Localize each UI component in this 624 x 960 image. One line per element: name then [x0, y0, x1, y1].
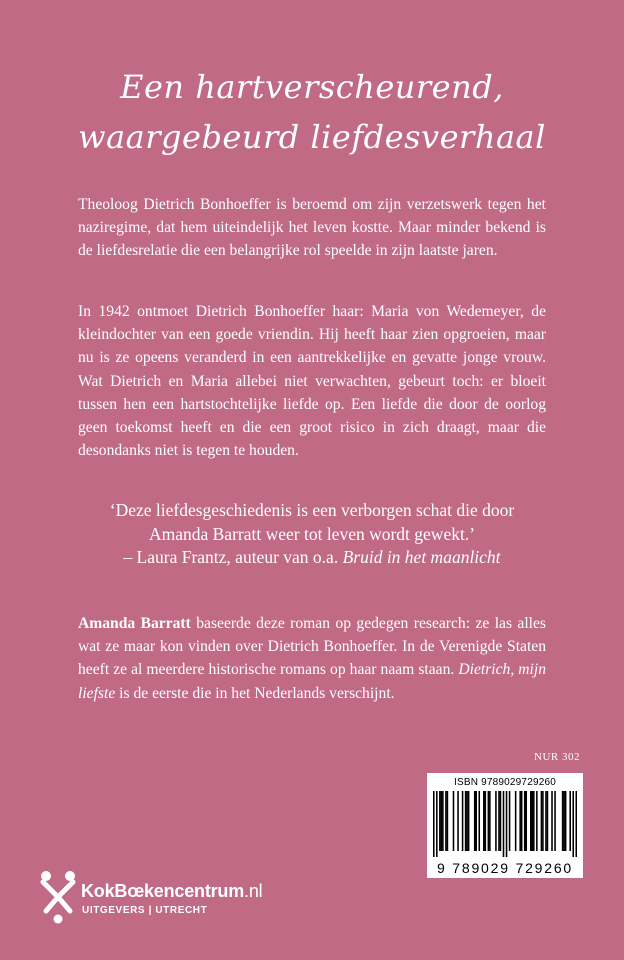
- headline: [40, 62, 584, 162]
- barcode-bar: [500, 791, 502, 851]
- barcode-bar: [442, 791, 444, 851]
- barcode-bar: [530, 791, 532, 851]
- barcode-bar: [478, 791, 480, 851]
- barcode-bar: [457, 791, 459, 851]
- intro-paragraph: Theoloog Dietrich Bonhoeffer is beroemd om zijn verzetswerk tegen het naziregime, dat hem uiteindelijk het leven kostte. Maar minder bekend is de liefdesrelatie die een belangrijke rol speelde in zijn laatste jaren.: [78, 196, 546, 260]
- about-text-1: baseerde deze roman op gedegen research: ze las alles wat ze maar kon vinden over Dietrich Bonhoeffer. In de Verenigde Staten heeft ze al meerdere historische romans op haar naam staan.: [78, 615, 547, 679]
- about-author-paragraph: [78, 612, 546, 705]
- barcode-bar: [533, 791, 535, 851]
- attribution-text: – Laura Frantz, auteur van o.a.: [123, 547, 343, 567]
- barcode-bar: [519, 791, 521, 851]
- barcode-bar: [445, 791, 447, 851]
- barcode-bar: [547, 791, 549, 851]
- barcode-bar: [545, 791, 547, 851]
- barcode-bar: [569, 791, 571, 851]
- barcode-bar: [509, 791, 511, 851]
- barcode-bar: [468, 791, 470, 851]
- quote-line-2: Amanda Barratt weer tot leven wordt gewekt.’: [148, 523, 476, 544]
- barcode-bar: [541, 791, 543, 851]
- barcode-bars: [433, 791, 577, 857]
- barcode-bar: [506, 791, 508, 857]
- nur-code: NUR 302: [534, 751, 580, 763]
- publisher-name-main: KokBœkencentrum: [81, 881, 245, 901]
- barcode-bar: [453, 791, 455, 851]
- barcode-bar: [475, 791, 477, 851]
- barcode-bar: [447, 791, 449, 851]
- barcode-bar: [474, 791, 476, 851]
- barcode-bar: [563, 791, 565, 851]
- endorsement-quote: [56, 499, 568, 570]
- barcode-bar: [575, 791, 577, 857]
- publisher-name: [81, 881, 262, 902]
- barcode-bar: [495, 791, 497, 851]
- barcode-bar: [554, 791, 556, 851]
- barcode-bar: [483, 791, 485, 851]
- author-name: Amanda Barratt: [78, 615, 191, 632]
- barcode-bar: [521, 791, 523, 851]
- barcode-bar: [515, 791, 517, 851]
- publisher-mark-icon: [40, 867, 76, 925]
- quote-attribution: [56, 546, 568, 570]
- barcode-bar: [485, 791, 487, 851]
- isbn-digits: 9 789029 729260: [437, 860, 573, 876]
- barcode-bar: [498, 791, 500, 851]
- quote-line-1: ‘Deze liefdesgeschiedenis is een verborgen schat die door: [109, 500, 515, 520]
- barcode-bar: [562, 791, 564, 851]
- barcode-bar: [503, 791, 505, 857]
- barcode-bar: [436, 791, 438, 857]
- barcode-bar: [462, 791, 464, 851]
- barcode-bar: [465, 791, 467, 851]
- publisher-name-tld: .nl: [244, 881, 263, 901]
- barcode-bar: [551, 791, 553, 851]
- barcode-bar: [536, 791, 538, 851]
- book-title: Dietrich, mijn liefste: [78, 661, 546, 702]
- isbn-barcode: [427, 773, 583, 878]
- publisher-logo: [40, 867, 340, 929]
- story-paragraph: In 1942 ontmoet Dietrich Bonhoeffer haar: Maria von Wedemeyer, de kleindochter van een goede vriendin. Hij heeft haar zien opgroeien, maar nu is ze opeens veranderd in een aantrekkelijke en gevatte jonge vrouw. Wat Dietrich en Maria allebei niet verwachten, gebeurt toch: er bloeit tussen hen een hartstochtelijke liefde op. Een liefde die door de oorlog geen toekomst heeft en die een groot risico in zich draagt, maar die desondanks niet is tegen te houden.: [78, 303, 546, 460]
- barcode-bar: [466, 791, 468, 851]
- headline-line-1: Een hartverscheurend,: [120, 68, 504, 106]
- publisher-subtitle: UITGEVERS | UTRECHT: [82, 905, 208, 916]
- isbn-label: ISBN 9789029729260: [453, 777, 557, 788]
- barcode-bar: [441, 791, 443, 851]
- barcode-bar: [565, 791, 567, 851]
- about-text-2: is de eerste die in het Nederlands verschijnt.: [115, 684, 395, 702]
- barcode-bar: [489, 791, 491, 851]
- barcode-bar: [542, 791, 544, 851]
- attribution-book-title: Bruid in het maanlicht: [342, 547, 501, 567]
- barcode-bar: [439, 791, 441, 851]
- barcode-bar: [525, 791, 527, 851]
- barcode-bar: [488, 791, 490, 851]
- barcode-bar: [532, 791, 534, 851]
- headline-line-2: waargebeurd liefdesverhaal: [78, 118, 546, 156]
- barcode-bar: [572, 791, 574, 857]
- barcode-bar: [433, 791, 435, 857]
- barcode-bar: [524, 791, 526, 851]
